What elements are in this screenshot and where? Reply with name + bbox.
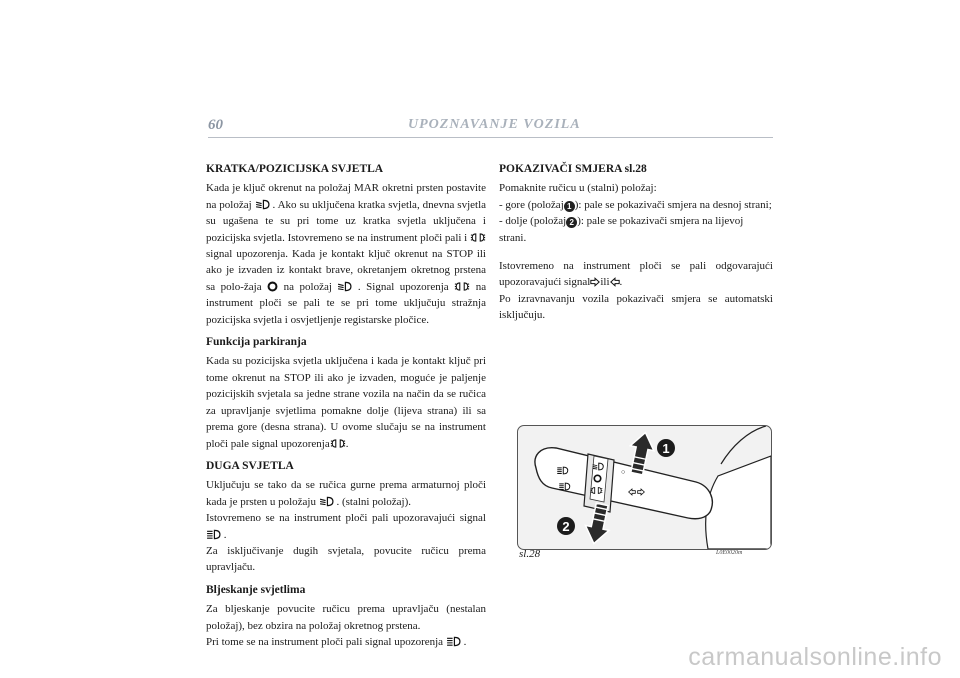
figure-code: L0E0020m [716, 550, 743, 556]
section-title: UPOZNAVANJE VOZILA [408, 117, 581, 132]
high-beam-icon [446, 636, 461, 647]
stalk-mark: ○ [621, 469, 626, 476]
figure-label-1: 1 [662, 441, 670, 456]
stalk-drawing [518, 426, 771, 549]
heading-parking: Funkcija parkiranja [206, 336, 307, 349]
stalk-body [535, 448, 712, 519]
right-arrow-icon [590, 277, 600, 287]
low-beam-icon [337, 281, 352, 292]
low-beam-icon [319, 496, 334, 507]
paragraph-turn-signal: Istovremeno na instrument ploči se pali odgovarajući upozoravajući signal ili . Po izravnavanju vozila pokazivači smjera se automatski isključuju. [499, 260, 773, 322]
low-beam-icon [255, 199, 270, 210]
page-header [208, 117, 773, 137]
heading-low-beam: KRATKA/POZICIJSKA SVJETLA [206, 163, 384, 175]
position-lights-icon [330, 438, 346, 449]
heading-turn-signals: POKAZIVAČI SMJERA sl.28 [499, 163, 647, 175]
paragraph-high-beam: Uključuju se tako da se ručica gurne prema armaturnoj ploči kada je prsten u položaju . (stalni položaj). Istovremeno se na instrument ploči pali upozoravajući signal . Za isključivanje dugih svjetala, povucite ručicu prema upravljaču. [206, 479, 486, 574]
figure-stalk-illustration [517, 425, 772, 550]
high-beam-icon [206, 529, 221, 540]
paragraph-turn-intro: Pomaknite ručicu u (stalni) položaj: - gore (položaj 1 ): pale se pokazivači smjera na desnoj strani; - dolje (položaj 2 ): pale se pokazivači smjera na lijevoj strani. [499, 182, 772, 244]
position-1-badge: 1 [564, 201, 575, 212]
page-number: 60 [208, 117, 223, 133]
position-2-badge: 2 [566, 217, 577, 228]
right-column [499, 157, 773, 330]
steering-column [706, 456, 771, 549]
paragraph-parking: Kada su pozicijska svjetla uključena i kada je kontakt ključ pri tome okrenut na STOP ili ako je izvaden, moguće je paljenje pozicijskih svjetala sa jedne strane vozila na način da se ručica za upravljanje svjetlima pomakne dolje (lijeva strana) ili sa prema gore (desna strana). U ovome slučaju se na instrument ploči pale signal upozorenja . [206, 355, 486, 450]
paragraph-flash: Za bljeskanje povucite ručicu prema upravljaču (nestalan položaj), bez obzira na položaj okretnog prstena. Pri tome se na instrument ploči pali signal upozorenja . [206, 603, 486, 648]
off-position-icon [267, 281, 278, 292]
header-rule [208, 137, 773, 138]
figure-label-2: 2 [562, 519, 570, 534]
left-arrow-icon [610, 277, 620, 287]
heading-flash: Bljeskanje svjetlima [206, 583, 306, 596]
watermark: carmanualsonline.info [688, 643, 942, 671]
figure-caption: sl.28 [519, 548, 541, 560]
position-lights-icon [454, 281, 470, 292]
column-edge [721, 426, 766, 464]
left-column [206, 157, 486, 656]
paragraph-low-beam: Kada je ključ okrenut na položaj MAR okretni prsten postavite na položaj . Ako su uključena kratka svjetla, dnevna svjetla su ugašena te su pri tome uz kratka svjetla uključena i pozicijska svjetla. Istovremeno se na instrument ploči pali i signal upozorenja. Kada je kontakt ključ okrenut na STOP ili ako je izvaden iz kontakt brave, okretanjem okretnog prstena sa polo-žaja na položaj . Signal upozorenja na instrument ploči se pali te se pri tome uključuju stražnja pozicijska svjetla i osvjetljenje registarske pločice. [206, 182, 487, 326]
position-lights-icon [470, 232, 486, 243]
heading-high-beam: DUGA SVJETLA [206, 459, 294, 472]
